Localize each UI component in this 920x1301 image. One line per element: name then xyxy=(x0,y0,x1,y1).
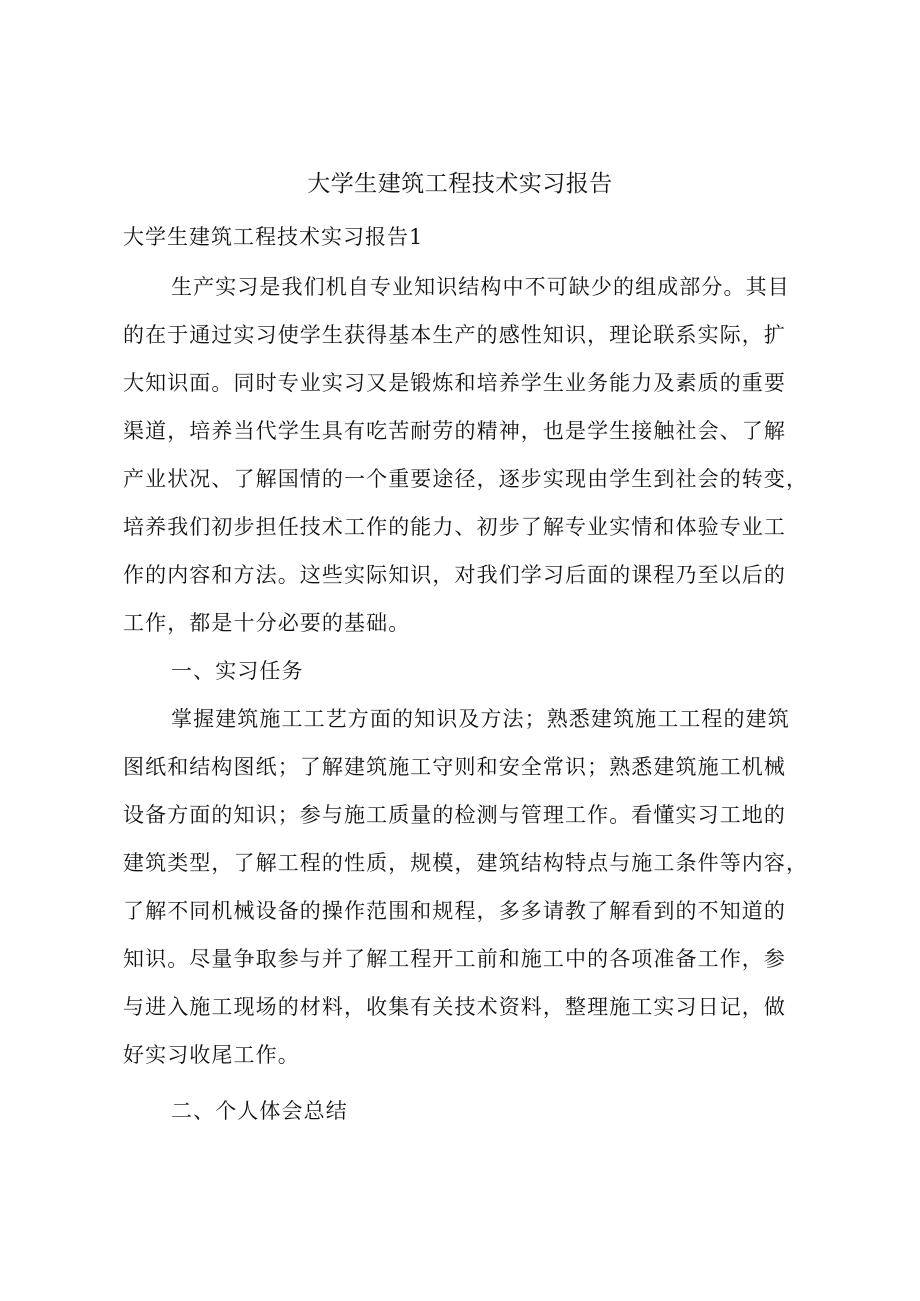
paragraph-line: 知识。尽量争取参与并了解工程开工前和施工中的各项准备工作，参 xyxy=(123,947,786,971)
paragraph-line: 培养我们初步担任技术工作的能力、初步了解专业实情和体验专业工 xyxy=(123,515,786,539)
paragraph-line: 了解不同机械设备的操作范围和规程，多多请教了解看到的不知道的 xyxy=(123,899,786,923)
paragraph-line: 图纸和结构图纸；了解建筑施工守则和安全常识；熟悉建筑施工机械 xyxy=(123,755,786,779)
paragraph-line: 设备方面的知识；参与施工质量的检测与管理工作。看懂实习工地的 xyxy=(123,803,786,827)
paragraph-line: 掌握建筑施工工艺方面的知识及方法；熟悉建筑施工工程的建筑 xyxy=(171,707,790,731)
paragraph-line: 工作，都是十分必要的基础。 xyxy=(123,611,411,635)
paragraph-line: 作的内容和方法。这些实际知识，对我们学习后面的课程乃至以后的 xyxy=(123,563,786,587)
paragraph-line: 生产实习是我们机自专业知识结构中不可缺少的组成部分。其目 xyxy=(171,275,790,299)
report-subtitle: 大学生建筑工程技术实习报告1 xyxy=(123,225,424,249)
document-title: 大学生建筑工程技术实习报告 xyxy=(307,171,613,197)
paragraph-line: 渠道，培养当代学生具有吃苦耐劳的精神，也是学生接触社会、了解 xyxy=(123,419,786,443)
paragraph-line: 与进入施工现场的材料，收集有关技术资料，整理施工实习日记，做 xyxy=(123,995,786,1019)
paragraph-line: 好实习收尾工作。 xyxy=(123,1043,300,1067)
paragraph-line: 的在于通过实习使学生获得基本生产的感性知识，理论联系实际，扩 xyxy=(123,323,786,347)
paragraph-line: 建筑类型，了解工程的性质，规模，建筑结构特点与施工条件等内容， xyxy=(123,851,809,875)
paragraph-line: 大知识面。同时专业实习又是锻炼和培养学生业务能力及素质的重要 xyxy=(123,371,786,395)
section-heading: 一、实习任务 xyxy=(171,659,304,683)
section-heading: 二、个人体会总结 xyxy=(171,1099,348,1123)
paragraph-line: 产业状况、了解国情的一个重要途径，逐步实现由学生到社会的转变， xyxy=(123,467,809,491)
